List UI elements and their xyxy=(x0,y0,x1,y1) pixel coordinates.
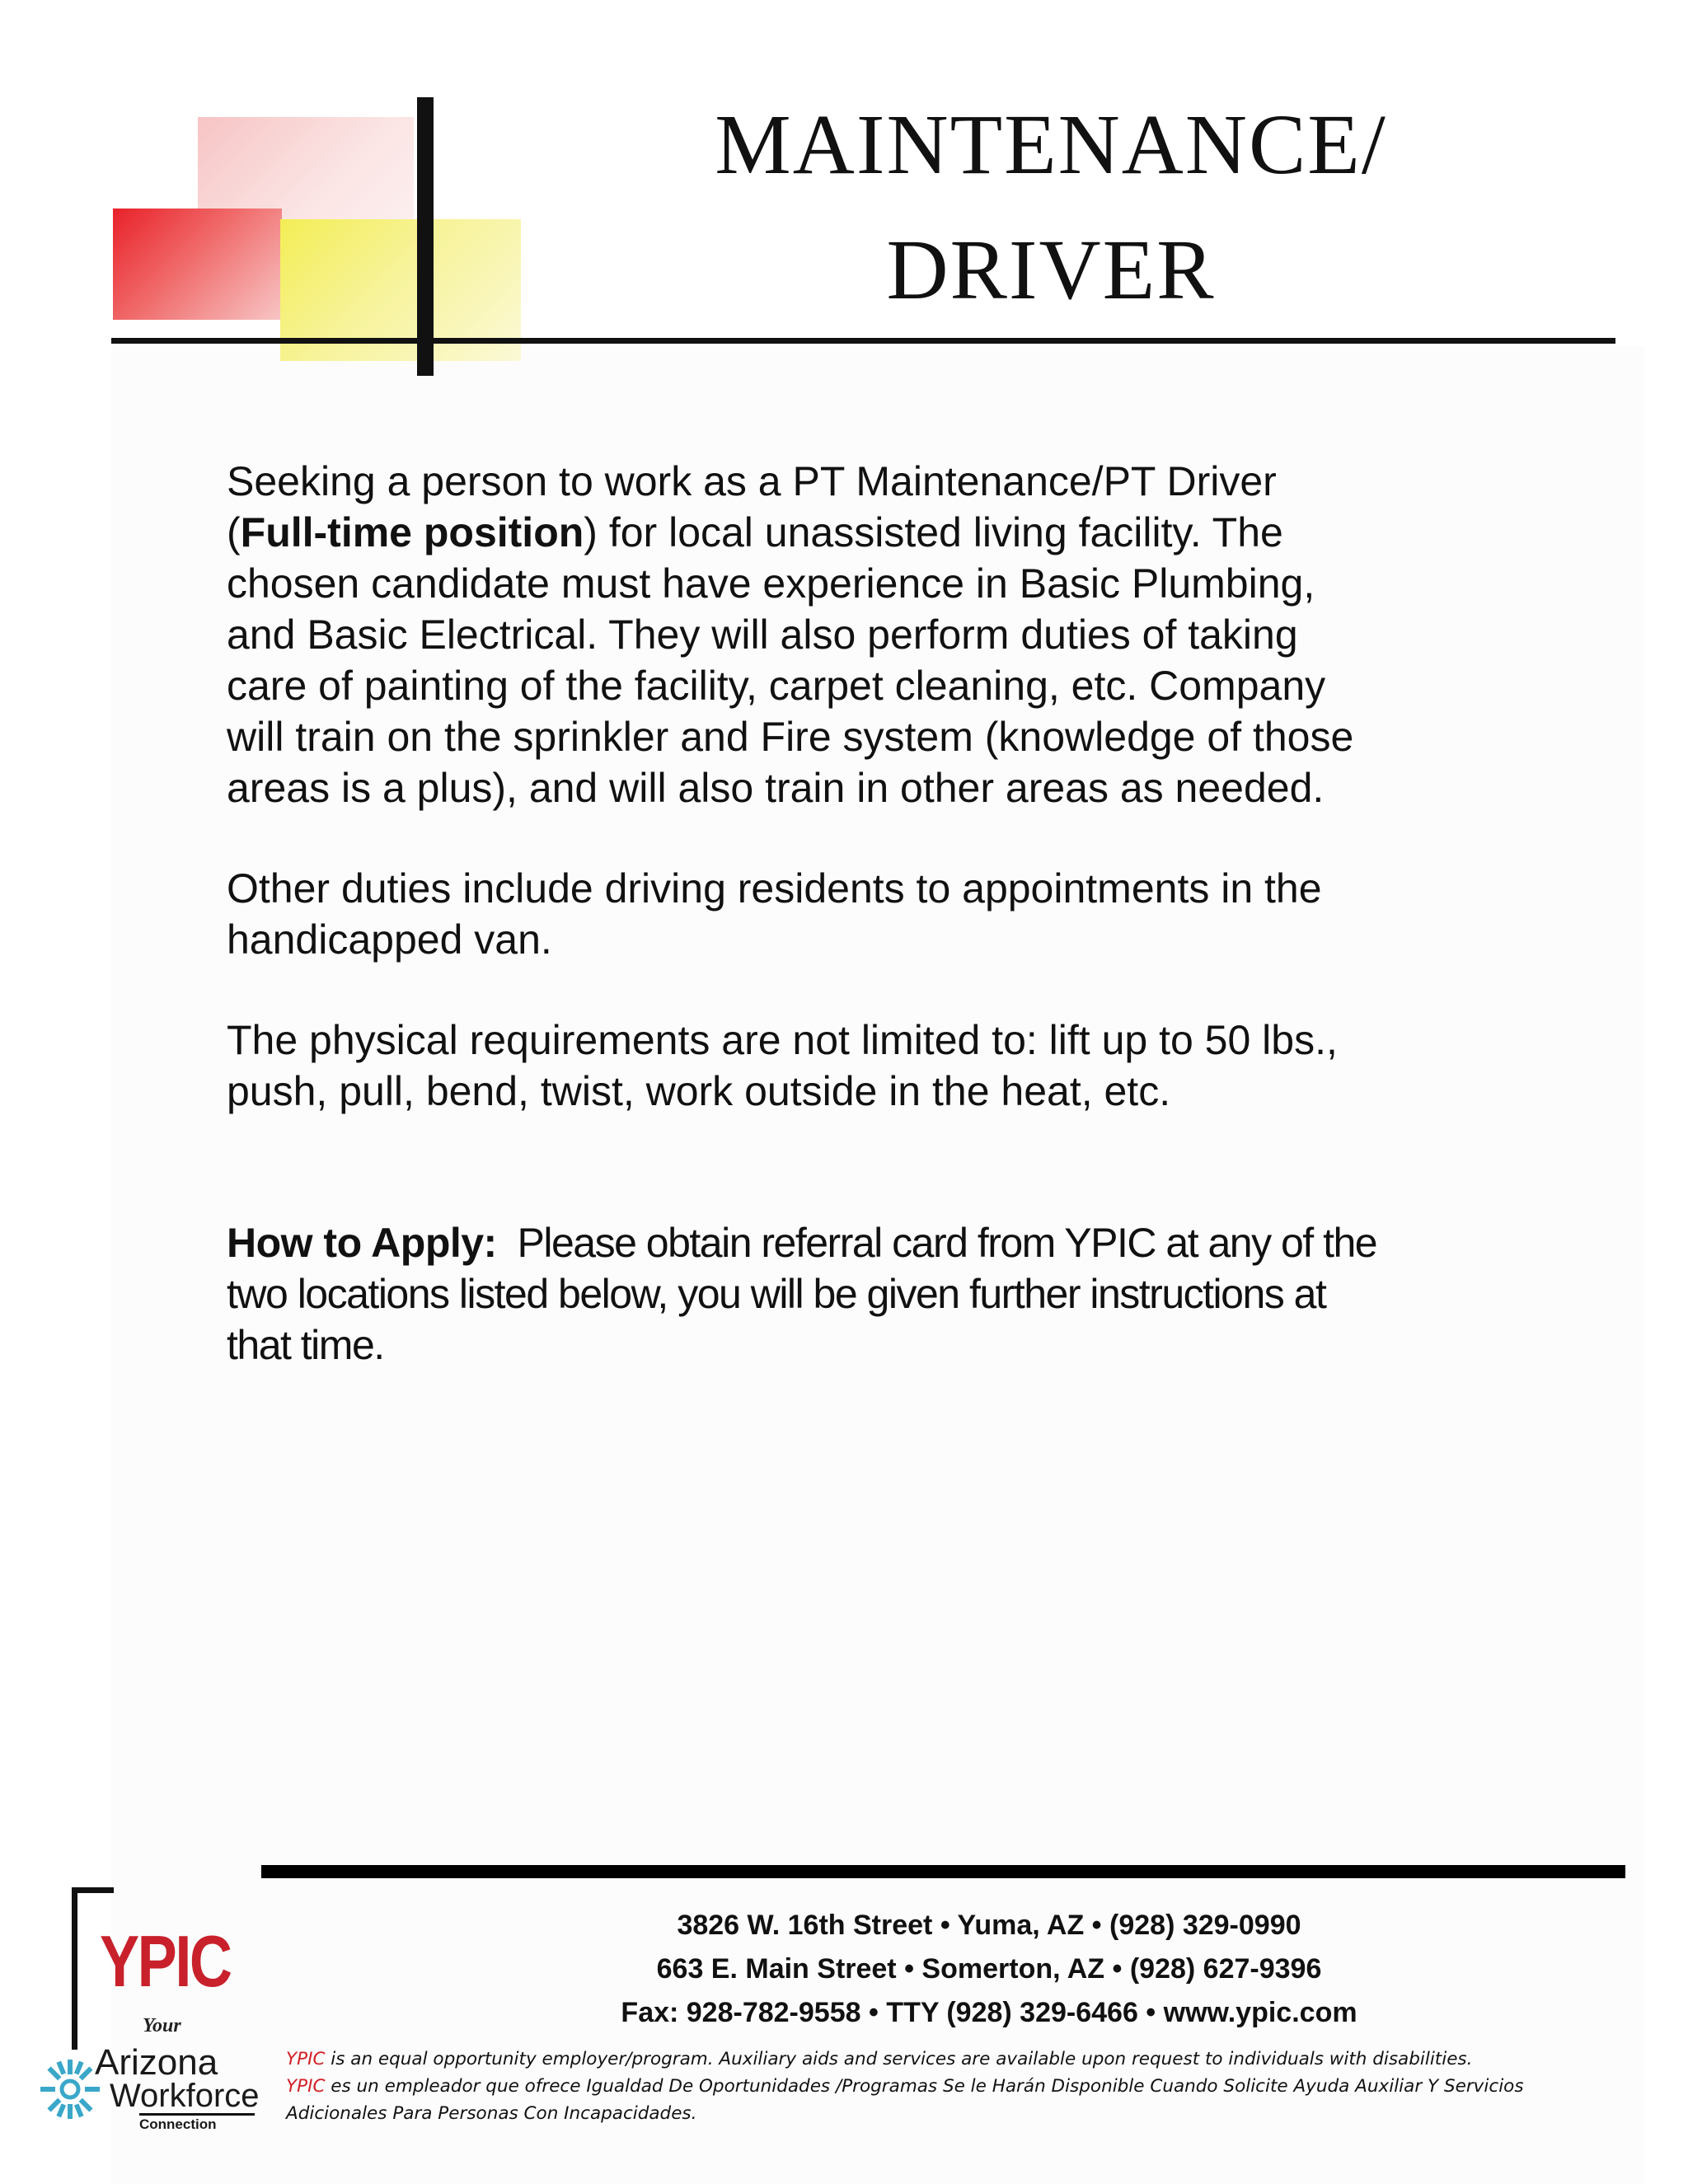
disclaimer-es-text: es un empleador que ofrece Igualdad De Oportunidades /Programas Se le Harán Disponible Cuando Solicite Ayuda Auxiliar Y Servicios xyxy=(325,2076,1524,2097)
description-line: will train on the sprinkler and Fire system (knowledge of those xyxy=(227,714,1354,760)
how-to-apply-text: Please obtain referral card from YPIC at any of the xyxy=(496,1220,1377,1266)
physical-requirements-line: The physical requirements are not limited to: lift up to 50 lbs., xyxy=(227,1017,1338,1063)
how-to-apply-line xyxy=(227,1217,1512,1268)
description-line: areas is a plus), and will also train in other areas as needed. xyxy=(227,765,1325,811)
contact-info: Fax: 928-782-9558 • TTY (928) 329-6466 • www.ypic.com xyxy=(621,1997,1357,2028)
eeo-disclaimer xyxy=(286,2046,1638,2127)
description-line: Seeking a person to work as a PT Maintenance/PT Driver xyxy=(227,458,1277,504)
logo-arizona-text: Arizona xyxy=(95,2042,218,2083)
how-to-apply-label: How to Apply: xyxy=(227,1220,497,1266)
decorative-vertical-bar xyxy=(417,97,434,376)
logo-connection-text: Connection xyxy=(139,2113,255,2132)
description-line: care of painting of the facility, carpet cleaning, etc. Company xyxy=(227,663,1326,709)
yuma-address: 3826 W. 16th Street • Yuma, AZ • (928) 329-0990 xyxy=(677,1910,1301,1941)
disclaimer-spanish xyxy=(286,2073,1638,2100)
description-line: and Basic Electrical. They will also perform duties of taking xyxy=(227,612,1298,658)
logo-ypic-text: YPIC xyxy=(100,1920,231,2002)
page-title xyxy=(577,82,1525,333)
disclaimer-spanish-cont: Adicionales Para Personas Con Incapacidades. xyxy=(286,2103,697,2124)
description-line-rest: ) for local unassisted living facility. The xyxy=(584,509,1283,555)
how-to-apply-line: two locations listed below, you will be given further instructions at xyxy=(227,1271,1326,1317)
description-line: chosen candidate must have experience in Basic Plumbing, xyxy=(227,560,1315,607)
somerton-address: 663 E. Main Street • Somerton, AZ • (928) 627-9396 xyxy=(656,1953,1322,1985)
sun-icon xyxy=(37,2056,103,2122)
brand-name: YPIC xyxy=(286,2076,326,2097)
other-duties-line: handicapped van. xyxy=(227,916,552,963)
full-time-position-label: Full-time position xyxy=(240,509,584,555)
physical-requirements-line: push, pull, bend, twist, work outside in the heat, etc. xyxy=(227,1068,1171,1114)
job-description xyxy=(227,456,1512,1371)
logo-workforce-text: Workforce xyxy=(110,2078,260,2114)
how-to-apply-line: that time. xyxy=(227,1322,384,1368)
description-line xyxy=(227,507,1512,558)
disclaimer-english xyxy=(286,2046,1638,2073)
header-rule xyxy=(111,338,1615,344)
ypic-logo xyxy=(37,1883,268,2147)
brand-name: YPIC xyxy=(286,2049,326,2069)
disclaimer-en-text: is an equal opportunity employer/program. Auxiliary aids and services are available upon request to individuals with disabilities. xyxy=(325,2049,1473,2069)
footer-rule xyxy=(261,1865,1625,1878)
decorative-red-square xyxy=(113,209,282,320)
footer-addresses xyxy=(445,1904,1533,2035)
logo-your-text: Your xyxy=(143,2015,181,2036)
other-duties-line: Other duties include driving residents to appointments in the xyxy=(227,865,1322,912)
title-line-2: DRIVER xyxy=(886,223,1216,317)
paren-open: ( xyxy=(227,509,241,555)
title-line-1: MAINTENANCE/ xyxy=(715,97,1387,192)
